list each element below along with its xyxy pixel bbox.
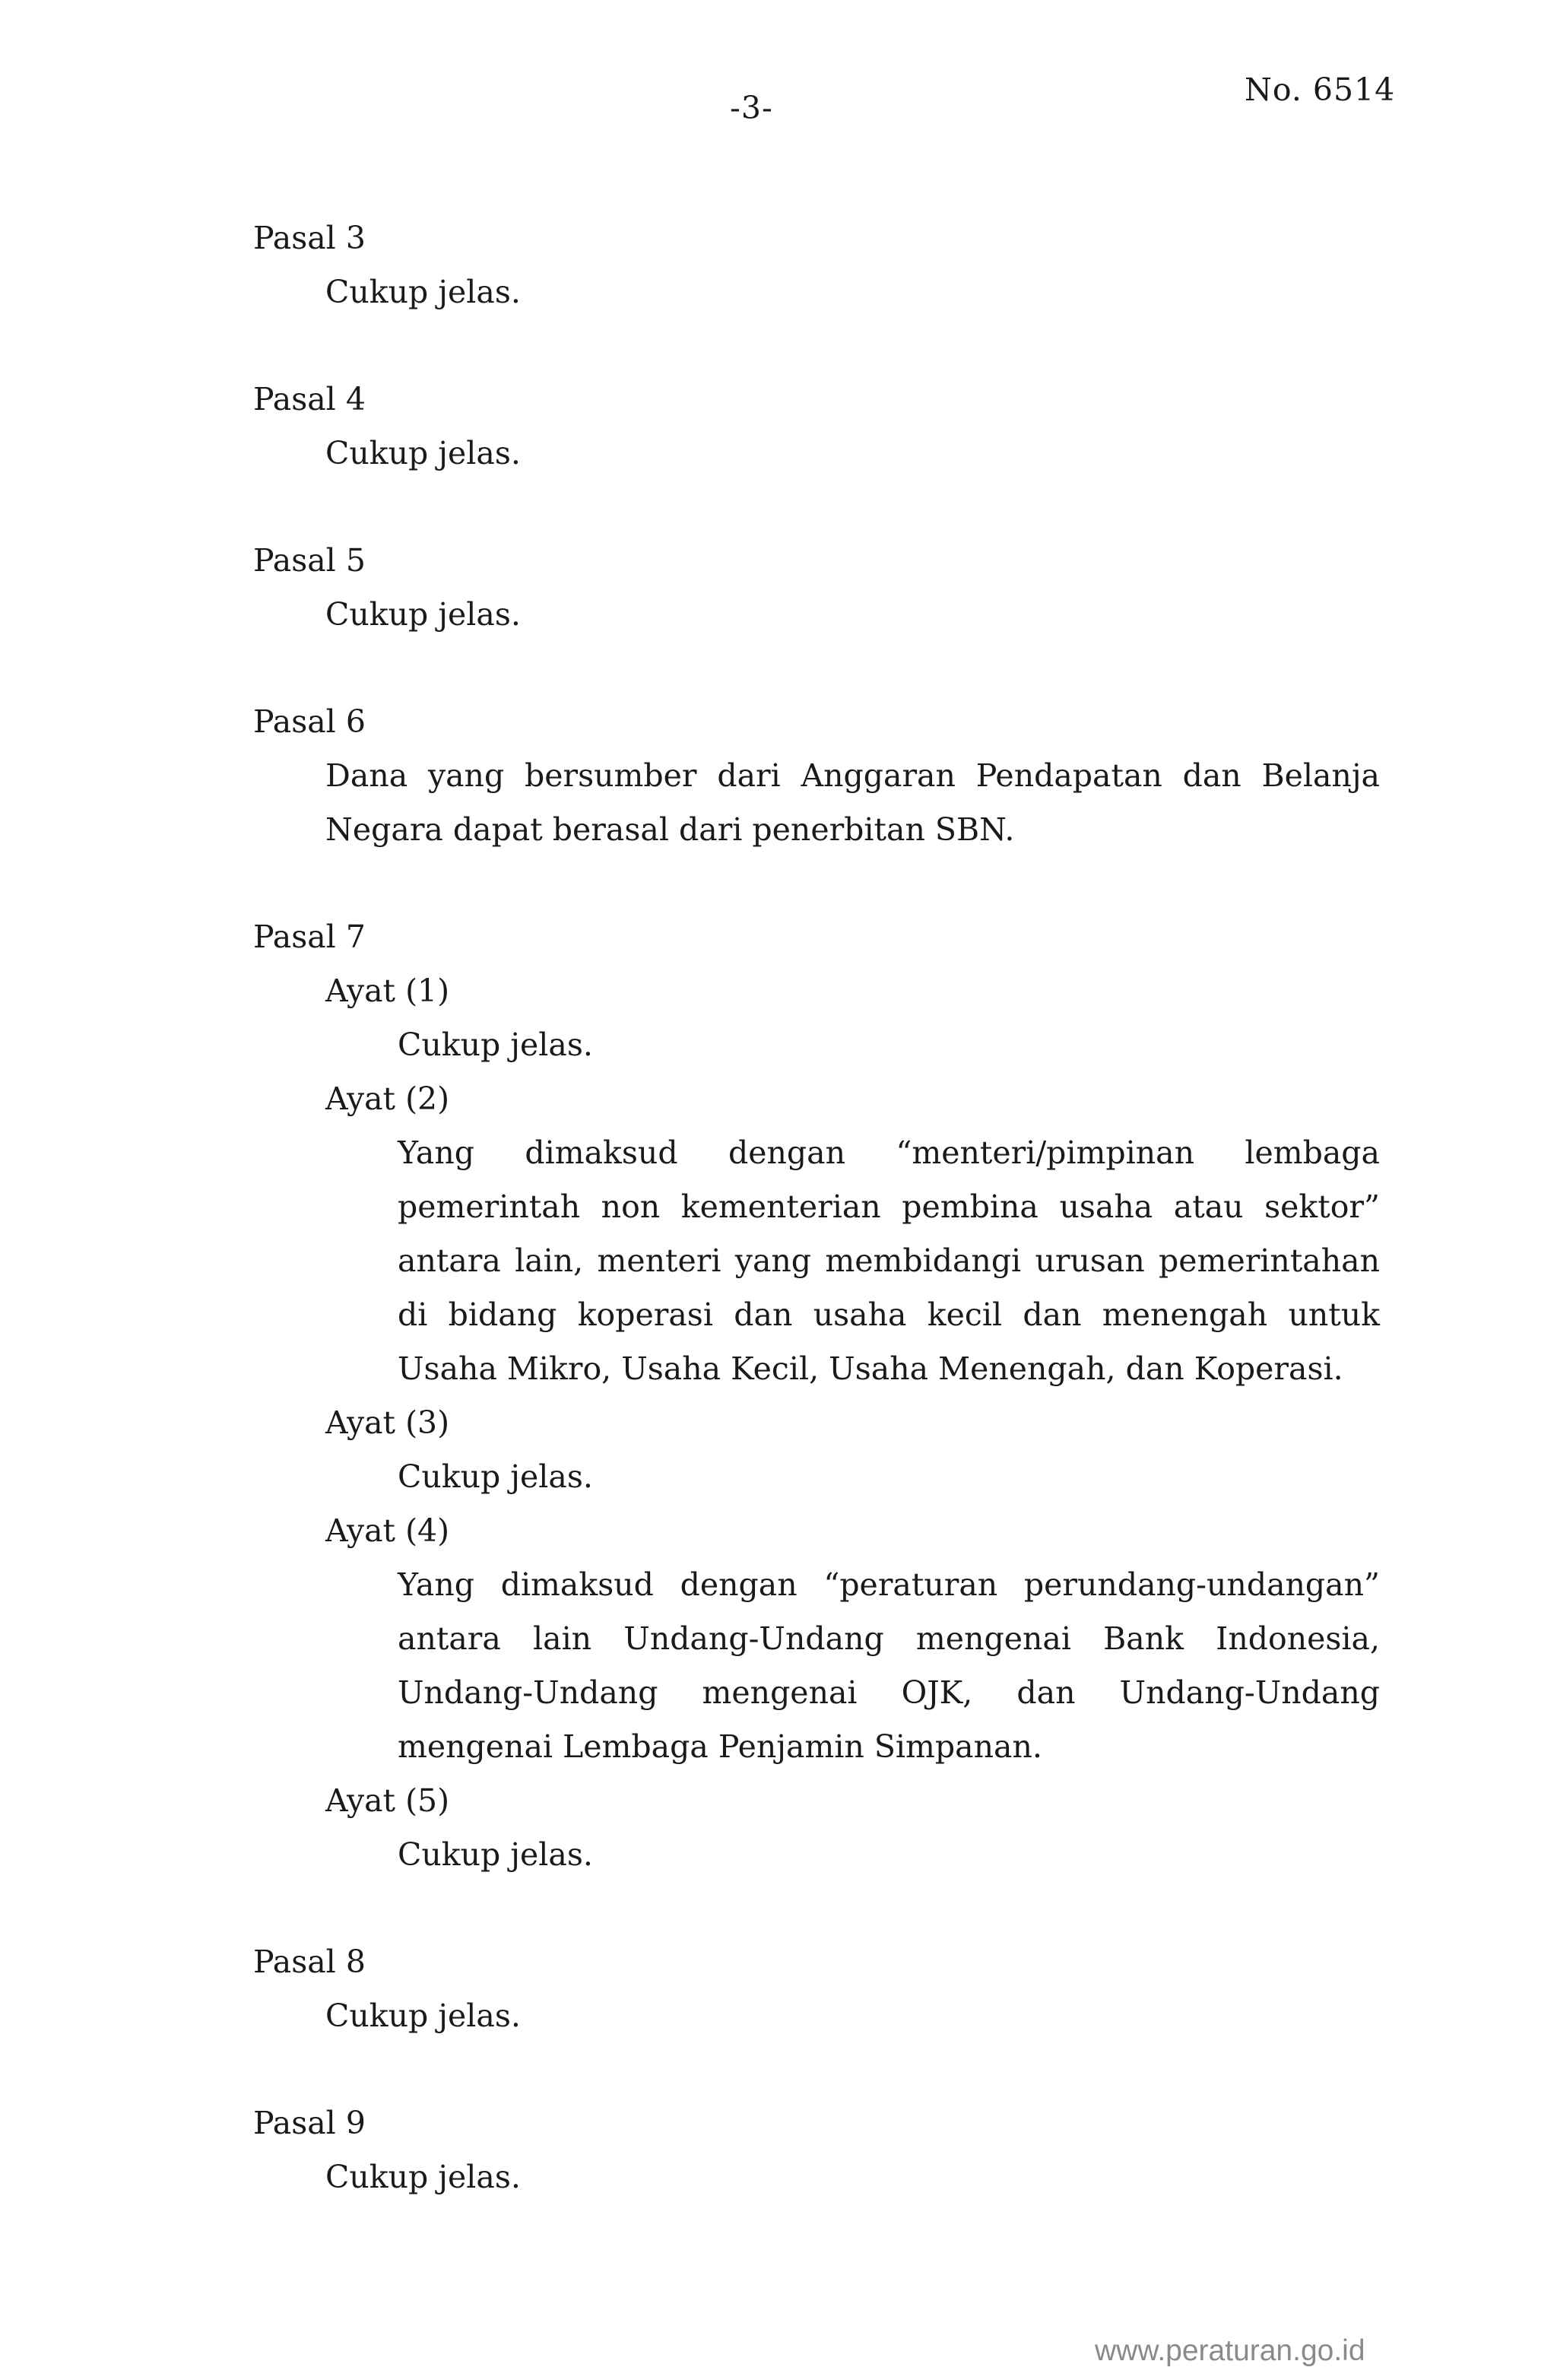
pasal-title: Pasal 4	[253, 381, 366, 417]
pasal-explanation: Cukup jelas.	[325, 2159, 521, 2195]
pasal-9	[253, 2096, 1380, 2204]
ayat-explanation: Cukup jelas.	[398, 1027, 593, 1063]
pasal-7	[253, 910, 1380, 1882]
pasal-explanation: Cukup jelas.	[325, 596, 521, 633]
pasal-6	[253, 695, 1380, 857]
pasal-title: Pasal 6	[253, 703, 366, 740]
ayat-title: Ayat (5)	[325, 1782, 450, 1819]
ayat-title: Ayat (3)	[325, 1404, 450, 1441]
document-number: No. 6514	[1245, 71, 1396, 108]
footer-website-link[interactable]: www.peraturan.go.id	[1095, 2334, 1365, 2367]
pasal-title: Pasal 5	[253, 542, 366, 579]
ayat-explanation: Cukup jelas.	[398, 1836, 593, 1873]
pasal-3	[253, 211, 1380, 319]
pasal-explanation: Cukup jelas.	[325, 435, 521, 471]
pasal-explanation: Cukup jelas.	[325, 1998, 521, 2034]
ayat-explanation: Yang dimaksud dengan “peraturan perundang-undangan” antara lain Undang-Undang mengenai Bank Indonesia, Undang-Undang mengenai OJK, dan Undang-Undang mengenai Lembaga Penjamin Simpanan.	[398, 1566, 1380, 1765]
ayat-explanation: Yang dimaksud dengan “menteri/pimpinan lembaga pemerintah non kementerian pembina usaha atau sektor” antara lain, menteri yang membidangi urusan pemerintahan di bidang koperasi dan usaha kecil dan menengah untuk Usaha Mikro, Usaha Kecil, Usaha Menengah, dan Koperasi.	[398, 1134, 1380, 1387]
document-body	[253, 211, 1380, 2258]
pasal-5	[253, 534, 1380, 642]
ayat-title: Ayat (1)	[325, 973, 450, 1009]
pasal-title: Pasal 9	[253, 2105, 366, 2141]
ayat-explanation: Cukup jelas.	[398, 1458, 593, 1495]
pasal-explanation: Dana yang bersumber dari Anggaran Pendapatan dan Belanja Negara dapat berasal dari penerbitan SBN.	[325, 757, 1380, 848]
page-number: -3-	[730, 90, 773, 126]
pasal-title: Pasal 7	[253, 919, 366, 955]
pasal-4	[253, 373, 1380, 481]
ayat-title: Ayat (2)	[325, 1081, 450, 1117]
pasal-8	[253, 1935, 1380, 2043]
pasal-title: Pasal 3	[253, 220, 366, 256]
pasal-explanation: Cukup jelas.	[325, 274, 521, 310]
pasal-title: Pasal 8	[253, 1944, 366, 1980]
ayat-title: Ayat (4)	[325, 1512, 450, 1549]
